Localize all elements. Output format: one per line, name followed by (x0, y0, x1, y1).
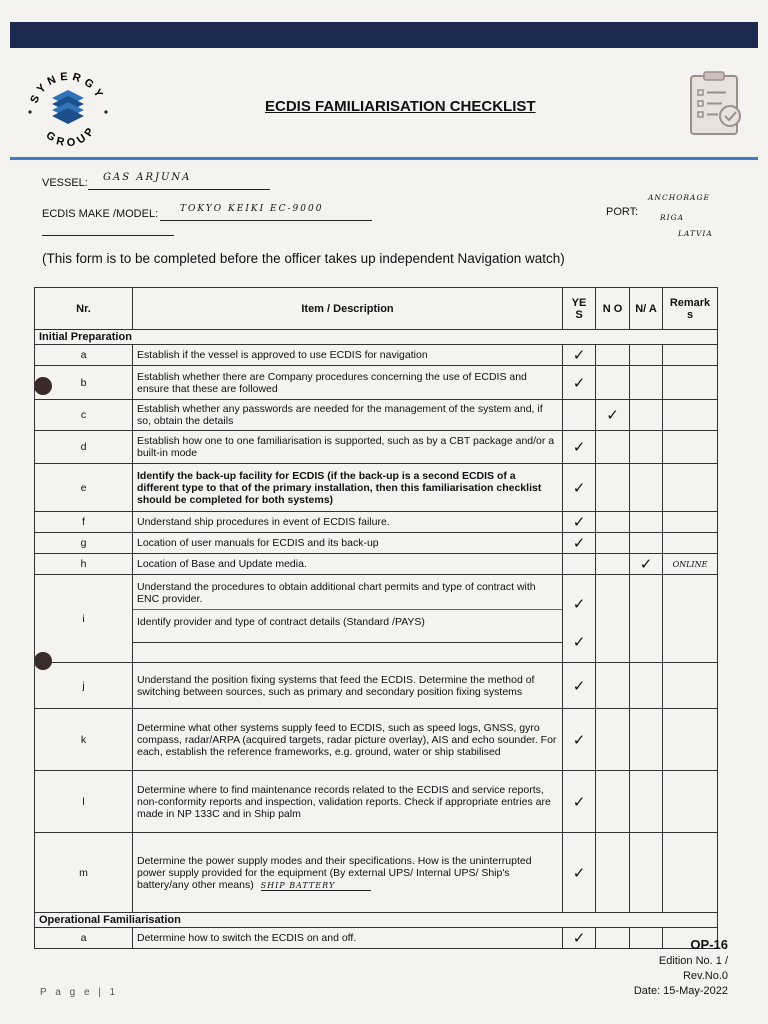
no-checkbox[interactable] (596, 575, 630, 663)
na-checkbox[interactable] (630, 366, 663, 400)
page-number: P a g e | 1 (40, 987, 119, 998)
no-checkbox[interactable]: ✓ (596, 400, 630, 431)
yes-checkbox[interactable]: ✓ (572, 595, 586, 613)
revision-number: Rev.No.0 (682, 970, 728, 982)
header-na: N/ A (630, 288, 663, 330)
table-row: j Understand the position fixing systems that feed the ECDIS. Determine the method of switching between sources, such as primary and secondary position fixing systems ✓ (35, 663, 718, 709)
logo-top-text: SYNERGY (28, 70, 107, 106)
yes-checkbox[interactable] (563, 554, 596, 575)
yes-checkbox[interactable]: ✓ (563, 928, 596, 949)
table-row: e Identify the back-up facility for ECDIS (if the back-up is a second ECDIS of a different type to that of the primary installation, then this familiarisation checklist should be completed for both systems) ✓ (35, 464, 718, 512)
yes-checkbox[interactable]: ✓ (563, 833, 596, 913)
na-checkbox[interactable] (630, 533, 663, 554)
na-checkbox[interactable] (630, 663, 663, 709)
remark-cell[interactable] (663, 575, 718, 663)
table-row: m Determine the power supply modes and their specifications. How is the uninterrupted power supply provided for the equipment (By external UPS/ Internal UPS/ Ship's battery/any other means) SHIP BATTERY ✓ (35, 833, 718, 913)
na-checkbox[interactable] (630, 512, 663, 533)
table-row: c Establish whether any passwords are needed for the management of the system and, if so, obtain the details ✓ (35, 400, 718, 431)
table-row: g Location of user manuals for ECDIS and its back-up ✓ (35, 533, 718, 554)
no-checkbox[interactable] (596, 663, 630, 709)
remark-cell[interactable] (663, 771, 718, 833)
clipboard-checklist-icon (688, 70, 744, 138)
logo-bottom-text: GROUP (43, 122, 99, 150)
table-row: f Understand ship procedures in event of ECDIS failure. ✓ (35, 512, 718, 533)
vessel-underline (88, 189, 270, 190)
header-yes: YE S (563, 288, 596, 330)
no-checkbox[interactable] (596, 554, 630, 575)
remark-cell[interactable] (663, 366, 718, 400)
table-row: a Determine how to switch the ECDIS on and off. ✓ (35, 928, 718, 949)
no-checkbox[interactable] (596, 366, 630, 400)
table-row: b Establish whether there are Company procedures concerning the use of ECDIS and ensure that these are followed ✓ (35, 366, 718, 400)
table-row: l Determine where to find maintenance records related to the ECDIS and service reports, non-conformity reports and inspection, validation reports. Check if appropriate entries are made in NP 133C and in Ship palm ✓ (35, 771, 718, 833)
section-operational-familiarisation: Operational Familiarisation (35, 913, 718, 928)
na-checkbox[interactable] (630, 575, 663, 663)
yes-checkbox[interactable]: ✓ (572, 633, 586, 651)
remark-cell[interactable] (663, 533, 718, 554)
na-checkbox[interactable] (630, 833, 663, 913)
remark-cell[interactable] (663, 833, 718, 913)
na-checkbox[interactable] (630, 464, 663, 512)
yes-checkbox[interactable]: ✓ (563, 366, 596, 400)
make-underline (160, 220, 372, 221)
no-checkbox[interactable] (596, 709, 630, 771)
na-checkbox[interactable] (630, 400, 663, 431)
yes-checkbox[interactable]: ✓ (563, 533, 596, 554)
form-code: OP-16 (690, 937, 728, 952)
no-checkbox[interactable] (596, 512, 630, 533)
power-supply-answer[interactable]: SHIP BATTERY (261, 881, 371, 891)
make-underline-2 (42, 235, 174, 236)
yes-checkbox[interactable]: ✓ (563, 431, 596, 464)
na-checkbox[interactable] (630, 928, 663, 949)
na-checkbox[interactable] (630, 771, 663, 833)
remark-cell[interactable] (663, 709, 718, 771)
company-logo (22, 62, 114, 154)
table-row: i Understand the procedures to obtain additional chart permits and type of contract with ENC provider. Identify provider and type of contract details (Standard /PAYS) ✓ ✓ (35, 575, 718, 663)
no-checkbox[interactable] (596, 345, 630, 366)
no-checkbox[interactable] (596, 928, 630, 949)
remark-cell[interactable] (663, 345, 718, 366)
form-title: ECDIS FAMILIARISATION CHECKLIST (265, 98, 536, 115)
header-no: N O (596, 288, 630, 330)
remark-cell[interactable]: ONLINE (663, 554, 718, 575)
na-checkbox[interactable] (630, 345, 663, 366)
make-value: TOKYO KEIKI EC-9000 (180, 204, 324, 214)
svg-text:GROUP (44, 123, 99, 150)
no-checkbox[interactable] (596, 833, 630, 913)
remark-cell[interactable] (663, 431, 718, 464)
yes-checkbox[interactable]: ✓ (563, 771, 596, 833)
no-checkbox[interactable] (596, 771, 630, 833)
no-checkbox[interactable] (596, 464, 630, 512)
header-rule (10, 157, 758, 160)
yes-checkbox (563, 575, 596, 663)
table-row: a Establish if the vessel is approved to use ECDIS for navigation ✓ (35, 345, 718, 366)
header-nr: Nr. (35, 288, 133, 330)
vessel-value: GAS ARJUNA (103, 172, 192, 183)
header-remarks: Remark s (663, 288, 718, 330)
header-bar (10, 22, 758, 48)
revision-date: Date: 15-May-2022 (633, 985, 728, 997)
form-instruction: (This form is to be completed before the officer takes up independent Navigation watch) (42, 251, 565, 266)
table-row: d Establish how one to one familiarisation is supported, such as by a CBT package and/or a built-in mode ✓ (35, 431, 718, 464)
remark-cell[interactable] (663, 663, 718, 709)
checklist-table (34, 287, 718, 949)
yes-checkbox[interactable]: ✓ (563, 663, 596, 709)
yes-checkbox[interactable]: ✓ (563, 512, 596, 533)
table-row: h Location of Base and Update media. ✓ ONLINE (35, 554, 718, 575)
no-checkbox[interactable] (596, 533, 630, 554)
section-initial-preparation: Initial Preparation (35, 330, 718, 345)
remark-cell[interactable] (663, 464, 718, 512)
port-line-2: RIGA (660, 213, 685, 222)
table-row: k Determine what other systems supply feed to ECDIS, such as speed logs, GNSS, gyro compass, radar/ARPA (acquired targets, radar picture overlay), AIS and echo sounder. For each, establish the reference frameworks, e.g. ground, water or ship stabilised ✓ (35, 709, 718, 771)
yes-checkbox[interactable]: ✓ (563, 345, 596, 366)
no-checkbox[interactable] (596, 431, 630, 464)
port-line-3: LATVIA (678, 229, 713, 238)
yes-checkbox[interactable]: ✓ (563, 464, 596, 512)
contract-details-line (133, 642, 562, 643)
header-item: Item / Description (133, 288, 563, 330)
na-checkbox[interactable]: ✓ (630, 554, 663, 575)
edition-number: Edition No. 1 / (658, 955, 728, 967)
yes-checkbox[interactable] (563, 400, 596, 431)
na-checkbox[interactable] (630, 709, 663, 771)
vessel-label: VESSEL: (42, 177, 88, 189)
port-label: PORT: (606, 206, 639, 218)
yes-checkbox[interactable]: ✓ (563, 709, 596, 771)
port-line-1: ANCHORAGE (648, 193, 710, 202)
remark-cell[interactable] (663, 512, 718, 533)
na-checkbox[interactable] (630, 431, 663, 464)
remark-cell[interactable] (663, 400, 718, 431)
make-label: ECDIS MAKE /MODEL: (42, 208, 159, 220)
